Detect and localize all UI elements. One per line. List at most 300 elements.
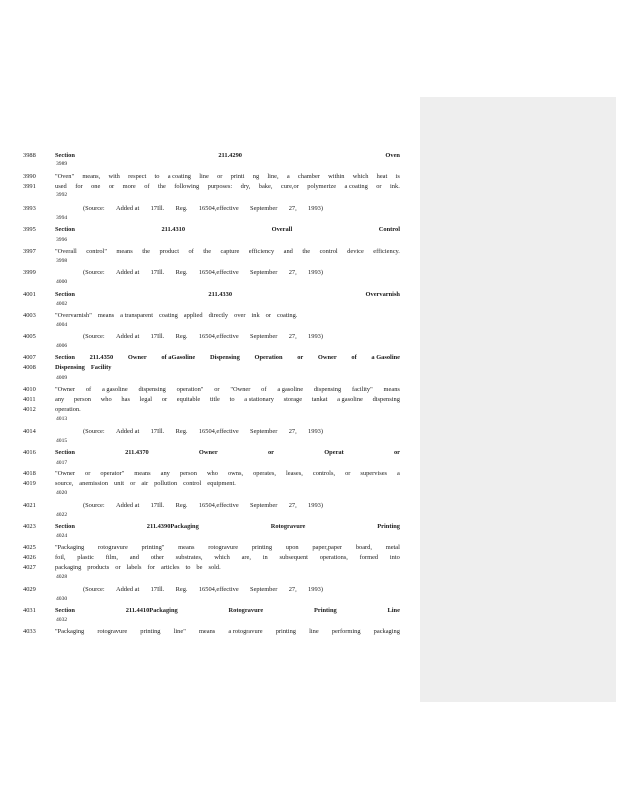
line-number: 4018: [23, 470, 36, 477]
word: paper,paper: [312, 544, 343, 551]
word: coating.: [276, 312, 298, 319]
word: a Gasoline: [371, 354, 400, 361]
word: September: [250, 333, 278, 340]
word: used: [55, 183, 67, 190]
word: controls,: [312, 470, 336, 477]
word: ink: [251, 312, 260, 319]
word: efficiency.: [373, 248, 400, 255]
source-citation: [83, 586, 323, 594]
line-number: 4005: [23, 333, 36, 340]
line-number: 4026: [23, 554, 36, 561]
word: 1993): [308, 333, 323, 340]
comment-margin-pane: [420, 97, 616, 702]
line-number: 4014: [23, 428, 36, 435]
line-number: 3995: [23, 226, 36, 233]
section-heading: [55, 523, 400, 531]
paragraph-number: 4015: [56, 438, 68, 444]
word: September: [250, 428, 278, 435]
word: dispensing: [138, 386, 166, 393]
body-text-line: [55, 312, 400, 320]
word: directly: [208, 312, 229, 319]
word: which: [214, 554, 230, 561]
word: a gasoline: [337, 396, 363, 403]
word: Oven: [385, 152, 400, 159]
word: facility": [352, 386, 373, 393]
word: Printing: [377, 523, 400, 530]
line-number: 4010: [23, 386, 36, 393]
word: coating: [158, 312, 178, 319]
word: for: [75, 183, 83, 190]
paragraph-number: 3998: [56, 258, 68, 264]
line-number: 3988: [23, 152, 36, 159]
word: of: [188, 248, 194, 255]
line-number: 4025: [23, 544, 36, 551]
paragraph-number: 3996: [56, 237, 68, 243]
word: dry,: [240, 183, 251, 190]
word: or: [217, 173, 223, 180]
word: more: [122, 183, 136, 190]
word: equitable: [176, 396, 201, 403]
word: rotogravure: [208, 544, 239, 551]
line-number: 4029: [23, 586, 36, 593]
word: other: [150, 554, 164, 561]
word: or: [85, 470, 91, 477]
word: 17Ill.: [150, 269, 165, 276]
word: pollution: [154, 480, 178, 487]
source-citation: [83, 205, 323, 213]
line-number: 4031: [23, 607, 36, 614]
paragraph-number: 3992: [56, 192, 68, 198]
line-number: 3991: [23, 183, 36, 190]
word: Rotogravure: [228, 607, 264, 614]
body-text-line: [55, 173, 400, 181]
section-heading: [55, 152, 400, 160]
word: of: [144, 183, 150, 190]
word: 211.4290: [218, 152, 242, 159]
line-number: 4023: [23, 523, 36, 530]
word: source,: [55, 480, 74, 487]
source-citation: [83, 333, 323, 341]
body-text-line: [55, 406, 400, 414]
section-heading: [55, 607, 400, 615]
word: means: [97, 312, 115, 319]
word: Owner: [317, 354, 337, 361]
word: or: [376, 183, 382, 190]
word: 16504,effective: [198, 269, 239, 276]
word: product: [159, 248, 179, 255]
word: the: [142, 248, 150, 255]
word: dispensing: [372, 396, 400, 403]
word: Dispensing: [55, 364, 85, 371]
section-heading: [55, 364, 400, 372]
section-heading: [55, 291, 400, 299]
word: sold.: [208, 564, 221, 571]
paragraph-number: 4030: [56, 596, 68, 602]
word: over: [234, 312, 246, 319]
section-heading: [55, 354, 400, 362]
word: 27,: [288, 428, 297, 435]
word: for: [147, 564, 155, 571]
word: Added at: [116, 269, 140, 276]
word: 27,: [288, 269, 297, 276]
line-number: 3993: [23, 205, 36, 212]
word: "Owner: [55, 386, 75, 393]
word: are,: [241, 554, 251, 561]
word: articles: [160, 564, 180, 571]
word: has: [121, 396, 130, 403]
word: or: [267, 449, 274, 456]
word: a gasoline: [277, 386, 304, 393]
word: packaging: [55, 564, 82, 571]
word: operation": [176, 386, 204, 393]
word: or: [393, 449, 400, 456]
word: line: [309, 628, 319, 635]
body-text-line: [55, 183, 400, 191]
word: a coating: [344, 183, 368, 190]
word: Section: [55, 607, 75, 614]
word: 1993): [308, 502, 323, 509]
paragraph-number: 4000: [56, 279, 68, 285]
word: means: [198, 628, 216, 635]
word: means: [383, 386, 400, 393]
word: who: [100, 396, 112, 403]
word: packaging: [373, 628, 400, 635]
word: line,: [267, 173, 279, 180]
word: board,: [355, 544, 372, 551]
word: which: [352, 173, 369, 180]
word: Rotogravure: [270, 523, 306, 530]
word: applied: [183, 312, 203, 319]
word: Reg.: [175, 502, 188, 509]
word: in: [262, 554, 268, 561]
word: "Owner: [230, 386, 251, 393]
word: of aGasoline: [161, 354, 196, 361]
word: 16504,effective: [198, 502, 239, 509]
word: Section: [55, 523, 75, 530]
word: a: [286, 173, 290, 180]
word: performing: [331, 628, 361, 635]
word: 17Ill.: [150, 502, 165, 509]
source-citation: [83, 428, 323, 436]
word: means: [116, 248, 133, 255]
word: control: [183, 480, 202, 487]
word: 27,: [288, 586, 297, 593]
word: or: [161, 396, 168, 403]
word: means,: [82, 173, 101, 180]
line-number: 4019: [23, 480, 36, 487]
word: control": [86, 248, 107, 255]
word: Dispensing: [209, 354, 240, 361]
word: device: [347, 248, 364, 255]
word: "Overvarnish": [55, 312, 92, 319]
paragraph-number: 4004: [56, 322, 68, 328]
word: Line: [387, 607, 400, 614]
word: products: [87, 564, 110, 571]
word: Operat: [324, 449, 344, 456]
word: within: [328, 173, 345, 180]
word: one: [91, 183, 101, 190]
body-text-line: [55, 554, 400, 562]
paragraph-number: 4017: [56, 460, 68, 466]
line-number: 4008: [23, 364, 36, 371]
word: "Oven": [55, 173, 75, 180]
word: 27,: [288, 205, 297, 212]
word: (Source:: [83, 502, 105, 509]
body-text-line: [55, 386, 400, 394]
section-heading: [55, 226, 400, 234]
word: 16504,effective: [198, 333, 239, 340]
word: is: [395, 173, 400, 180]
word: heat: [376, 173, 388, 180]
line-number: 4016: [23, 449, 36, 456]
word: the: [203, 248, 212, 255]
word: a stationary: [244, 396, 274, 403]
word: 17Ill.: [150, 428, 165, 435]
line-number: 3999: [23, 269, 36, 276]
word: cure,or: [280, 183, 299, 190]
word: operator": [100, 470, 125, 477]
paragraph-number: 4013: [56, 416, 68, 422]
word: respect: [128, 173, 147, 180]
word: control: [319, 248, 338, 255]
word: 17Ill.: [150, 205, 165, 212]
body-text-line: [55, 470, 400, 478]
word: any: [55, 396, 65, 403]
word: unit: [114, 480, 124, 487]
word: 211.4370: [125, 449, 149, 456]
word: September: [250, 205, 278, 212]
paragraph-number: 4032: [56, 617, 68, 623]
word: Added at: [116, 586, 140, 593]
word: Printing: [313, 607, 337, 614]
word: "Packaging: [55, 628, 85, 635]
word: 1993): [308, 586, 323, 593]
word: to: [154, 173, 160, 180]
word: title: [209, 396, 220, 403]
word: Control: [378, 226, 400, 233]
word: 1993): [308, 428, 323, 435]
word: 211.4350: [89, 354, 114, 361]
paragraph-number: 4009: [56, 375, 68, 381]
line-number: 4011: [23, 396, 36, 403]
line-number: 4021: [23, 502, 36, 509]
word: supervises: [360, 470, 388, 477]
word: owns,: [227, 470, 244, 477]
word: Added at: [116, 502, 140, 509]
word: a transparent: [120, 312, 153, 319]
word: to: [229, 396, 235, 403]
word: foil,: [55, 554, 66, 561]
word: a gasoline: [101, 386, 128, 393]
word: Section: [55, 449, 75, 456]
word: ng: [252, 173, 260, 180]
word: Section: [55, 291, 75, 298]
word: Reg.: [175, 269, 188, 276]
word: a rotogravure: [228, 628, 263, 635]
word: (Source:: [83, 205, 105, 212]
word: (Source:: [83, 333, 105, 340]
word: 211.4410Packaging: [125, 607, 178, 614]
word: air: [141, 480, 149, 487]
word: Facility: [90, 364, 112, 371]
word: purposes:: [207, 183, 233, 190]
line-number: 4007: [23, 354, 36, 361]
word: 1993): [308, 269, 323, 276]
line-number: 4012: [23, 406, 36, 413]
word: of: [261, 386, 267, 393]
word: Section: [55, 226, 75, 233]
line-number: 4001: [23, 291, 36, 298]
word: Owner: [198, 449, 218, 456]
word: September: [250, 586, 278, 593]
word: be: [196, 564, 203, 571]
word: a: [397, 470, 400, 477]
word: printing: [140, 628, 161, 635]
word: Section: [55, 152, 75, 159]
word: Owner: [127, 354, 147, 361]
word: chamber: [297, 173, 320, 180]
word: rotogravure: [97, 628, 128, 635]
word: operates,: [253, 470, 276, 477]
word: to: [185, 564, 191, 571]
word: printing": [141, 544, 165, 551]
body-text-line: [55, 248, 400, 256]
word: and: [283, 248, 293, 255]
word: substrates,: [175, 554, 203, 561]
word: Added at: [116, 428, 140, 435]
word: legal: [139, 396, 153, 403]
word: Overvarnish: [365, 291, 400, 298]
word: bake,: [258, 183, 273, 190]
word: printing: [275, 628, 296, 635]
paragraph-number: 4002: [56, 301, 68, 307]
word: printi: [230, 173, 245, 180]
word: the: [302, 248, 311, 255]
word: rotogravure: [97, 544, 128, 551]
word: 1993): [308, 205, 323, 212]
paragraph-number: 3994: [56, 215, 68, 221]
word: operation.: [55, 406, 81, 413]
paragraph-number: 4028: [56, 574, 68, 580]
word: any: [160, 470, 170, 477]
paragraph-number: 3989: [56, 161, 68, 167]
word: subsequent: [279, 554, 308, 561]
section-heading: [55, 449, 400, 457]
word: person: [179, 470, 197, 477]
paragraph-number: 4006: [56, 343, 68, 349]
word: Added at: [116, 205, 140, 212]
word: Section: [55, 354, 75, 361]
paragraph-number: 4020: [56, 490, 68, 496]
word: person: [73, 396, 91, 403]
word: or: [115, 564, 121, 571]
word: plastic: [77, 554, 94, 561]
word: Operation: [254, 354, 283, 361]
word: labels: [126, 564, 142, 571]
word: 17Ill.: [150, 586, 165, 593]
word: or: [108, 183, 115, 190]
line-number: 4027: [23, 564, 36, 571]
paragraph-number: 4022: [56, 512, 68, 518]
word: anemission: [79, 480, 109, 487]
word: of: [351, 354, 357, 361]
word: or: [265, 312, 271, 319]
word: dispensing: [313, 386, 342, 393]
word: of: [85, 386, 92, 393]
word: "Packaging: [55, 544, 85, 551]
line-number: 3990: [23, 173, 36, 180]
body-text-line: [55, 564, 400, 572]
body-text-line: [55, 480, 400, 488]
word: 211.4390Packaging: [146, 523, 199, 530]
line-number: 4033: [23, 628, 36, 635]
word: 16504,effective: [198, 205, 239, 212]
word: (Source:: [83, 428, 105, 435]
word: (Source:: [83, 269, 105, 276]
word: formed: [359, 554, 379, 561]
word: a coating: [167, 173, 191, 180]
word: operations,: [319, 554, 348, 561]
word: or: [130, 480, 136, 487]
source-citation: [83, 269, 323, 277]
word: printing: [251, 544, 273, 551]
word: Reg.: [175, 205, 188, 212]
line-number: 3997: [23, 248, 36, 255]
word: means: [134, 470, 151, 477]
word: Reg.: [175, 428, 188, 435]
word: Reg.: [175, 333, 188, 340]
word: metal: [385, 544, 400, 551]
word: who: [206, 470, 218, 477]
word: 27,: [288, 502, 297, 509]
word: line: [199, 173, 209, 180]
word: 211.4330: [208, 291, 233, 298]
word: means: [178, 544, 195, 551]
word: into: [389, 554, 400, 561]
word: Overall: [271, 226, 293, 233]
word: or: [345, 470, 351, 477]
word: polymerize: [307, 183, 337, 190]
word: Reg.: [175, 586, 188, 593]
word: Added at: [116, 333, 140, 340]
word: leases,: [285, 470, 303, 477]
word: with: [108, 173, 120, 180]
word: or: [214, 386, 220, 393]
paragraph-number: 4024: [56, 533, 68, 539]
source-citation: [83, 502, 323, 510]
word: (Source:: [83, 586, 105, 593]
word: ink.: [390, 183, 400, 190]
word: tankat: [311, 396, 328, 403]
word: storage: [283, 396, 303, 403]
body-text-line: [55, 396, 400, 404]
word: 17Ill.: [150, 333, 165, 340]
body-text-line: [55, 628, 400, 636]
word: 211.4310: [161, 226, 186, 233]
word: capture: [220, 248, 240, 255]
word: line": [173, 628, 186, 635]
word: September: [250, 269, 278, 276]
body-text-line: [55, 544, 400, 552]
word: the: [158, 183, 166, 190]
word: "Overall: [55, 248, 77, 255]
line-number: 4003: [23, 312, 36, 319]
word: 16504,effective: [198, 586, 239, 593]
word: following: [174, 183, 200, 190]
word: "Owner: [55, 470, 75, 477]
word: efficiency: [248, 248, 275, 255]
word: equipment.: [207, 480, 236, 487]
